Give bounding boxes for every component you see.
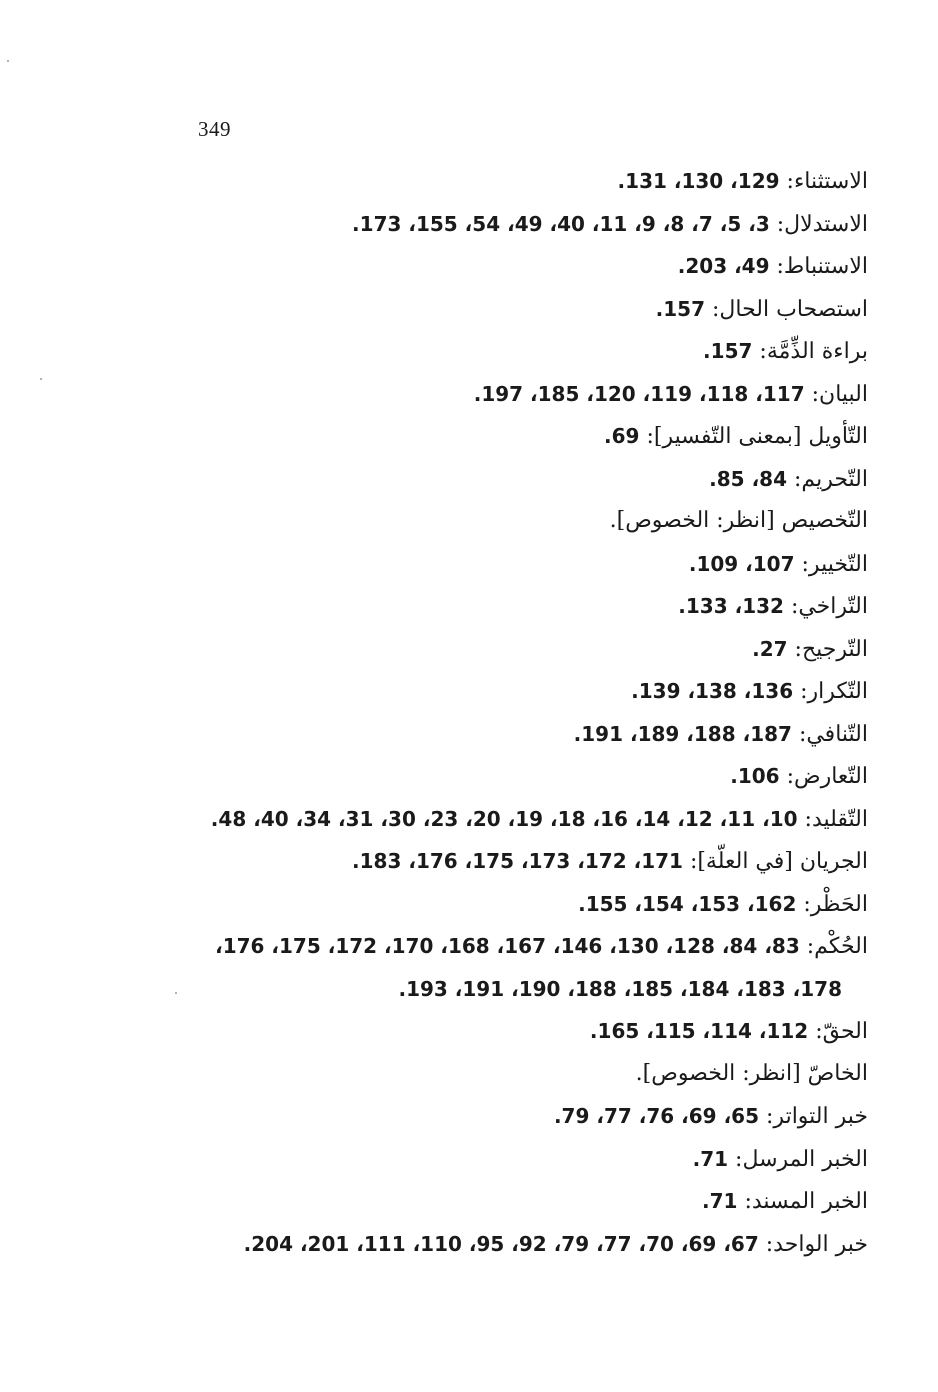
index-term: التّحريم:: [794, 466, 868, 492]
index-page-refs: 112، 114، 115، 165.: [589, 1019, 809, 1043]
index-page-refs: 129، 130، 131.: [617, 169, 780, 193]
index-entry: [150, 1010, 868, 1053]
scan-speck: [7, 60, 9, 62]
index-page-refs: 136، 138، 139.: [631, 679, 794, 703]
index-term: التّقليد:: [804, 806, 868, 832]
index-term: الجريان [في العلّة]:: [689, 849, 868, 874]
index-term: التّخيير:: [801, 551, 868, 577]
index-page-refs: 10، 11، 12، 14، 16، 18، 19، 20، 23، 30، 31، 34، 40، 48.: [210, 806, 798, 831]
index-page-refs: 107، 109.: [688, 551, 795, 576]
index-term: التّنافي:: [798, 721, 868, 747]
index-entry: [150, 500, 868, 543]
page-number: 349: [198, 117, 231, 141]
index-term: الخاصّ [انظر: الخصوص].: [635, 1060, 868, 1086]
index-term: البيان:: [811, 381, 868, 407]
index-term: التّرجيح:: [794, 636, 868, 662]
index-page-refs: 67، 69، 70، 77، 79، 92، 95، 110، 111، 201، 204.: [243, 1231, 759, 1256]
index-page-refs: 71.: [702, 1189, 738, 1213]
index-term: استصحاب الحال:: [712, 296, 868, 322]
index-entry: [150, 755, 868, 798]
index-page-refs: 71.: [692, 1146, 729, 1171]
index-entry: [150, 883, 868, 926]
index-entry: [150, 1223, 868, 1266]
index-term: التّعارض:: [786, 764, 868, 789]
index-term: التّخصيص [انظر: الخصوص].: [609, 508, 868, 533]
index-term: التّراخي:: [790, 594, 868, 619]
index-entry: [150, 245, 868, 288]
index-list: [150, 160, 868, 1265]
index-entry: [150, 1138, 868, 1181]
index-entry-continuation: [150, 968, 868, 1011]
index-entry: [150, 543, 868, 586]
index-term: التّكرار:: [800, 679, 868, 704]
index-term: الاستنباط:: [776, 254, 868, 279]
index-page-refs: 162، 153، 154، 155.: [578, 891, 797, 916]
index-term: براءة الذِّمَّة:: [759, 339, 868, 364]
index-term: خبر التواتر:: [766, 1104, 868, 1129]
index-term: الحُكْم:: [806, 934, 868, 959]
index-term: الحَظْر:: [803, 891, 868, 917]
index-entry: [150, 840, 868, 883]
index-page-refs: 106.: [730, 764, 780, 788]
index-term: التّأويل [بمعنى التّفسير]:: [646, 424, 868, 449]
index-entry: [150, 415, 868, 458]
index-page-refs: 171، 172، 173، 175، 176، 183.: [352, 849, 683, 873]
index-entry: [150, 330, 868, 373]
index-page-refs: 132، 133.: [678, 594, 784, 618]
index-page-refs: 84، 85.: [709, 466, 788, 491]
index-term: خبر الواحد:: [765, 1231, 868, 1257]
index-page-refs: 157.: [703, 339, 753, 363]
index-entry: [150, 670, 868, 713]
index-entry: [150, 925, 868, 968]
index-entry: [150, 373, 868, 416]
index-term: الخبر المسند:: [744, 1189, 868, 1214]
index-page-refs: 178، 183، 184، 185، 188، 190، 191، 193.: [398, 976, 842, 1001]
index-entry: [150, 1180, 868, 1223]
index-page-refs: 27.: [752, 636, 788, 661]
index-page-refs: 69.: [604, 424, 640, 448]
index-entry: [150, 458, 868, 501]
index-entry: [150, 160, 868, 203]
index-entry: [150, 203, 868, 246]
scan-speck: [175, 992, 177, 994]
index-entry: [150, 585, 868, 628]
index-entry: [150, 798, 868, 841]
index-entry: [150, 1095, 868, 1138]
index-term: الحقّ:: [815, 1019, 868, 1044]
index-page-refs: 3، 5، 7، 8، 9، 11، 40، 49، 54، 155، 173.: [352, 211, 770, 236]
index-page-refs: 83، 84، 128، 130، 146، 167، 168، 170، 172، 175، 176،: [215, 934, 800, 958]
index-entry: [150, 1053, 868, 1096]
index-page-refs: 117، 118، 119، 120، 185، 197.: [473, 381, 805, 406]
index-entry: [150, 713, 868, 756]
index-term: الخبر المرسل:: [735, 1146, 868, 1172]
index-term: الاستدلال:: [776, 211, 868, 237]
index-page-refs: 49، 203.: [677, 254, 770, 278]
index-term: الاستثناء:: [786, 169, 868, 194]
index-page-refs: 157.: [655, 296, 705, 321]
index-page-refs: 187، 188، 189، 191.: [573, 721, 792, 746]
index-entry: [150, 288, 868, 331]
index-entry: [150, 628, 868, 671]
scan-speck: [40, 378, 42, 380]
index-page-refs: 65، 69، 76، 77، 79.: [553, 1104, 760, 1128]
